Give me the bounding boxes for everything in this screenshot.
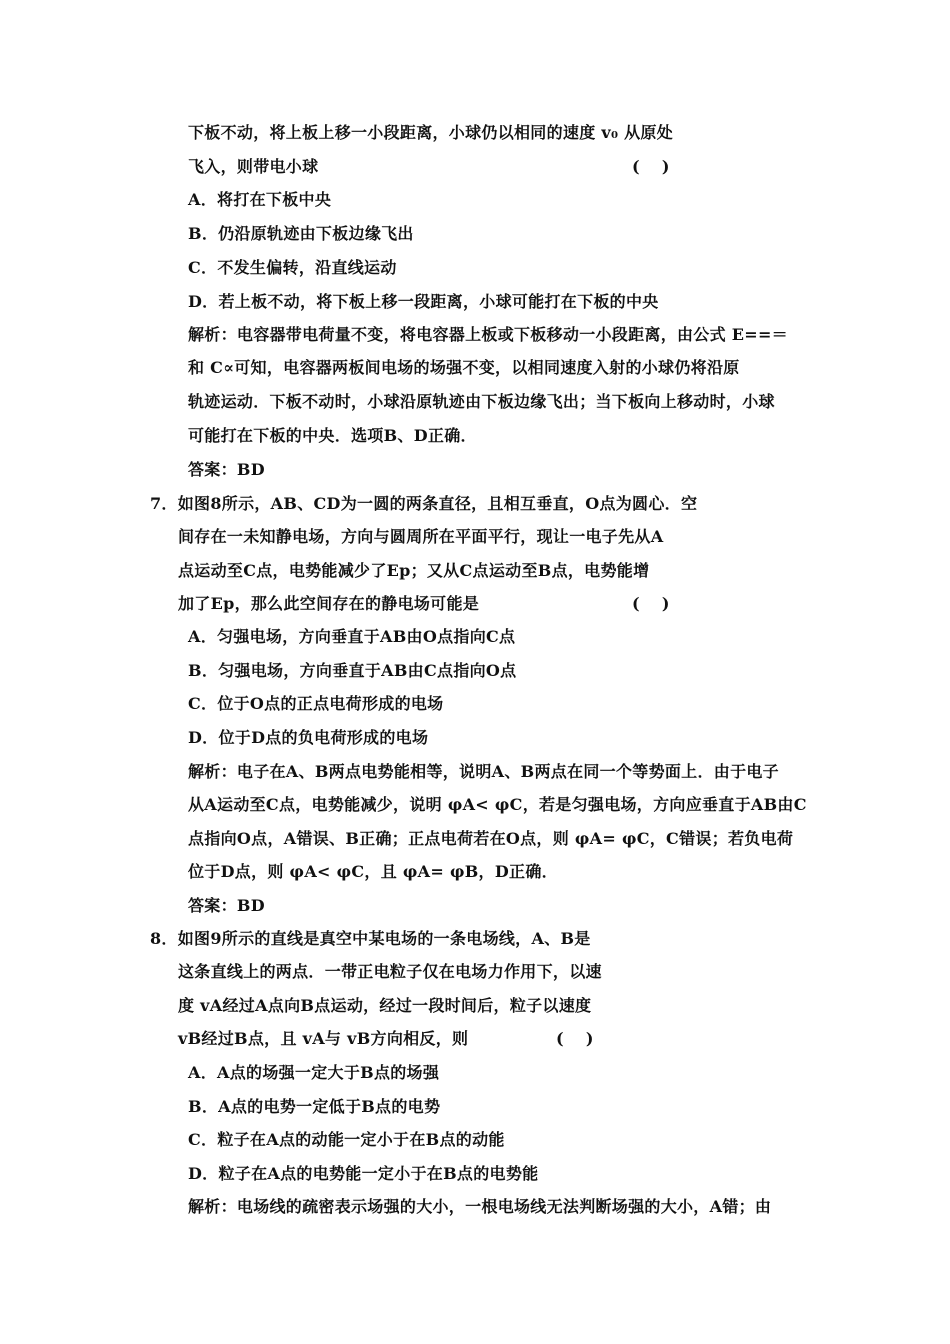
q6-analysis-line-1: 解析：电容器带电荷量不变，将电容器上板或下板移动一小段距离，由公式 E==＝ bbox=[188, 325, 788, 344]
q8-answer-paren: ( ) bbox=[556, 1029, 594, 1048]
q8-stem-line-3: 度 vA经过A点向B点运动，经过一段时间后，粒子以速度 bbox=[178, 996, 592, 1015]
q8-stem-line-4: vB经过B点，且 vA与 vB方向相反，则 bbox=[178, 1029, 469, 1048]
q6-option-a: A．将打在下板中央 bbox=[188, 190, 332, 209]
q6-stem-line-2: 飞入，则带电小球 bbox=[188, 157, 319, 176]
q7-analysis-line-1: 解析：电子在A、B两点电势能相等，说明A、B两点在同一个等势面上．由于电子 bbox=[188, 762, 779, 781]
q6-answer: 答案：BD bbox=[188, 460, 265, 479]
q7-analysis-line-2: 从A运动至C点，电势能减少，说明 φA< φC，若是匀强电场，方向应垂直于AB由C bbox=[188, 795, 807, 814]
q6-stem-line-1: 下板不动，将上板上移一小段距离，小球仍以相同的速度 v₀ 从原处 bbox=[188, 123, 674, 142]
q7-stem-line-4: 加了Ep，那么此空间存在的静电场可能是 bbox=[178, 594, 480, 613]
q7-analysis-line-4: 位于D点，则 φA< φC，且 φA= φB，D正确． bbox=[188, 862, 558, 881]
q8-option-d: D．粒子在A点的电势能一定小于在B点的电势能 bbox=[188, 1164, 539, 1183]
q7-answer: 答案：BD bbox=[188, 896, 265, 915]
q8-option-b: B．A点的电势一定低于B点的电势 bbox=[188, 1097, 441, 1116]
q8-stem-line-2: 这条直线上的两点．一带正电粒子仅在电场力作用下，以速 bbox=[178, 962, 602, 981]
q7-option-b: B．匀强电场，方向垂直于AB由C点指向O点 bbox=[188, 661, 517, 680]
q7-stem-line-2: 间存在一未知静电场，方向与圆周所在平面平行，现让一电子先从A bbox=[178, 527, 664, 546]
q7-analysis-line-3: 点指向O点，A错误、B正确；正点电荷若在O点，则 φA= φC，C错误；若负电荷 bbox=[188, 829, 794, 848]
q7-stem-line-1: 7．如图8所示，AB、CD为一圆的两条直径，且相互垂直，O点为圆心．空 bbox=[150, 494, 698, 513]
q6-option-b: B．仍沿原轨迹由下板边缘飞出 bbox=[188, 224, 414, 243]
q8-option-a: A．A点的场强一定大于B点的场强 bbox=[188, 1063, 440, 1082]
q7-answer-paren: ( ) bbox=[632, 594, 670, 613]
q8-stem-line-1: 8．如图9所示的直线是真空中某电场的一条电场线，A、B是 bbox=[150, 929, 591, 948]
q6-option-d: D．若上板不动，将下板上移一段距离，小球可能打在下板的中央 bbox=[188, 292, 659, 311]
q8-analysis-line-1: 解析：电场线的疏密表示场强的大小，一根电场线无法判断场强的大小，A错；由 bbox=[188, 1197, 772, 1216]
q6-analysis-line-4: 可能打在下板的中央．选项B、D正确． bbox=[188, 426, 477, 445]
q6-analysis-line-3: 轨迹运动．下板不动时，小球沿原轨迹由下板边缘飞出；当下板向上移动时，小球 bbox=[188, 392, 775, 411]
q6-analysis-line-2: 和 C∝可知，电容器两板间电场的场强不变，以相同速度入射的小球仍将沿原 bbox=[188, 358, 740, 377]
q7-option-a: A．匀强电场，方向垂直于AB由O点指向C点 bbox=[188, 627, 516, 646]
q7-stem-line-3: 点运动至C点，电势能减少了Ep；又从C点运动至B点，电势能增 bbox=[178, 561, 650, 580]
q7-option-d: D．位于D点的负电荷形成的电场 bbox=[188, 728, 429, 747]
q8-option-c: C．粒子在A点的动能一定小于在B点的动能 bbox=[188, 1130, 505, 1149]
q7-option-c: C．位于O点的正点电荷形成的电场 bbox=[188, 694, 444, 713]
q6-answer-paren: ( ) bbox=[632, 157, 670, 176]
q6-option-c: C．不发生偏转，沿直线运动 bbox=[188, 258, 397, 277]
